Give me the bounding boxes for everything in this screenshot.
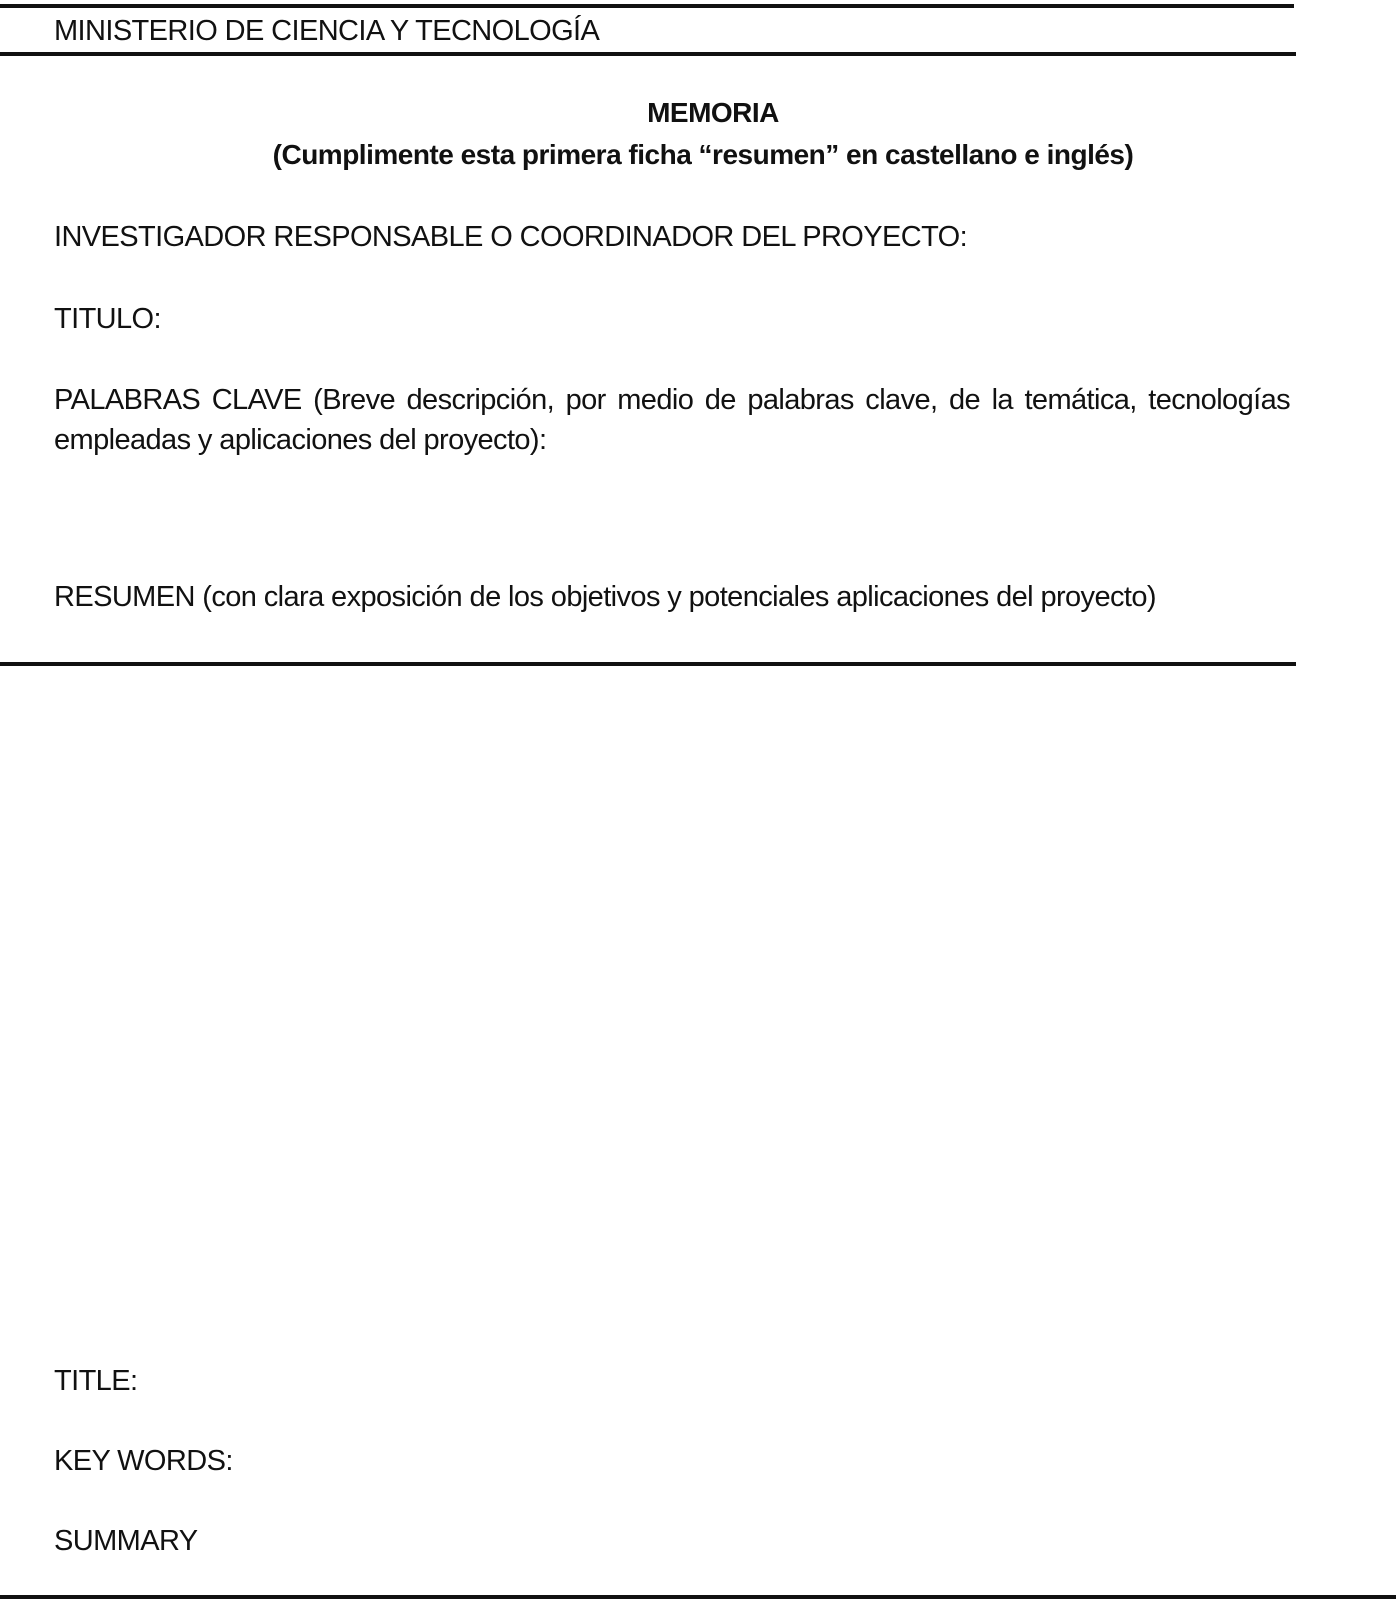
- ministry-header: MINISTERIO DE CIENCIA Y TECNOLOGÍA: [54, 15, 600, 47]
- investigador-label: INVESTIGADOR RESPONSABLE O COORDINADOR DEL PROYECTO:: [54, 221, 968, 253]
- bottom-rule: [0, 1595, 1396, 1599]
- memoria-title: MEMORIA: [647, 97, 779, 128]
- palabras-clave-label: PALABRAS CLAVE (Breve descripción, por medio de palabras clave, de la temática, tecnologías empleadas y aplicaciones del proyecto):: [54, 384, 1290, 456]
- section-divider-rule: [0, 662, 1296, 666]
- titulo-label: TITULO:: [54, 303, 161, 335]
- memoria-subtitle: (Cumplimente esta primera ficha “resumen” en castellano e inglés): [272, 139, 1134, 170]
- summary-label: SUMMARY: [54, 1525, 198, 1557]
- top-rule: [0, 4, 1294, 8]
- header-bottom-rule: [0, 52, 1296, 56]
- key-words-label: KEY WORDS:: [54, 1445, 233, 1477]
- title-en-label: TITLE:: [54, 1365, 138, 1397]
- resumen-label: RESUMEN (con clara exposición de los objetivos y potenciales aplicaciones del proyecto): [54, 581, 1156, 613]
